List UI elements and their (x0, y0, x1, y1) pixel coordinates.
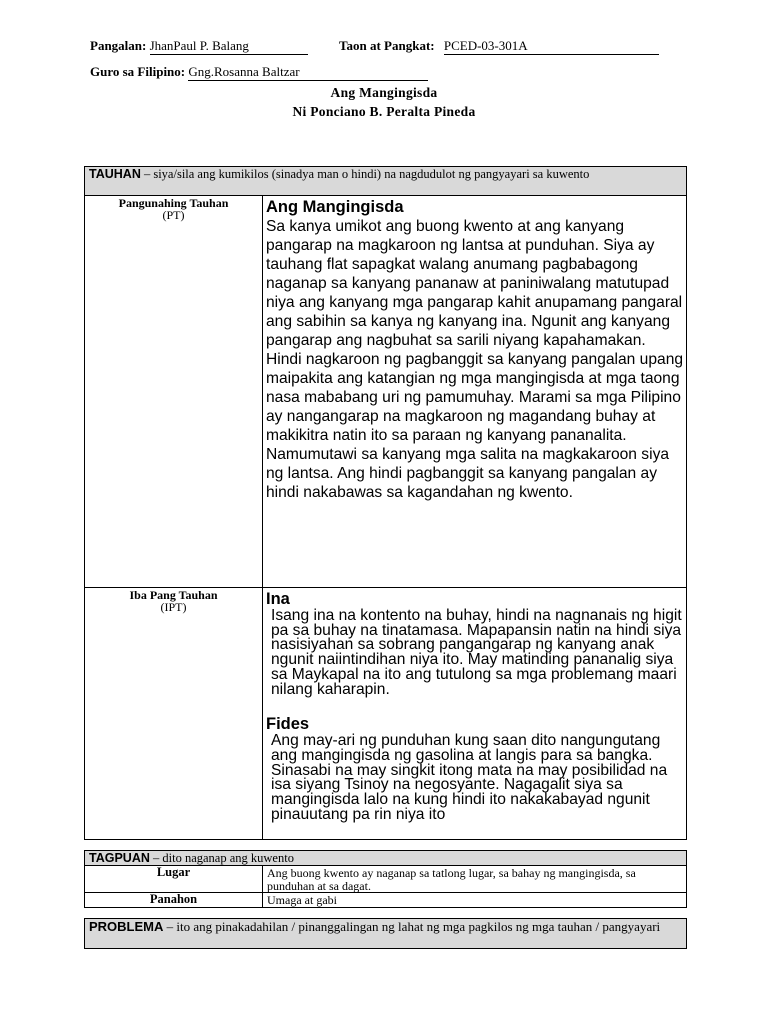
ina-text: Isang ina na kontento na buhay, hindi na nagnanais ng higit pa sa buhay na tinatamasa. Mapapansin natin na hindi siya nasisiyahan sa sobrang pangangarap ng kanyang anak ngunit naiintindihan niya ito. May matinding pananalig siya sa Maykapal na ito ang tutulong sa mga problemang maari nilang kaharapin. (271, 607, 682, 698)
pt-content (263, 196, 687, 588)
tagpuan-header: TAGPUAN – dito naganap ang kuwento (85, 851, 687, 866)
pt-paragraph-1: Sa kanya umikot ang buong kwento at ang kanyang pangarap na magkaroon ng lantsa at punduhan. Siya ay tauhang flat sapagkat walang anumang pagbabagong naganap sa kanyang pananaw at paniniwalang matutupad niya ang kanyang mga pangarap kahit anupamang pangaral ang sabihin sa kanya ng kanyang ina. Ngunit ang kanyang pangarap ang nagbuhat sa sarili niyang kapahamakan. (266, 218, 683, 349)
pangalan-label: Pangalan: (90, 38, 147, 53)
name-line (90, 38, 308, 55)
teacher-line (90, 64, 428, 81)
pangalan-value: JhanPaul P. Balang (150, 38, 308, 55)
ipt-label: Iba Pang Tauhan (129, 588, 218, 602)
ipt-content (263, 588, 687, 840)
pt-label: Pangunahing Tauhan (118, 196, 229, 210)
guro-label: Guro sa Filipino: (90, 64, 186, 79)
fides-name: Fides (266, 715, 310, 734)
pt-paragraph-2: Hindi nagkaroon ng pagbanggit sa kanyang pangalan upang maipakita ang katangian ng mga mangingisda at mga taong nasa mababang uri ng pamumuhay. Marami sa mga Pilipino ay nangangarap na magkaroon ng magandang buhay at makikitra natin ito sa paraan ng kanyang pananalita. Namumutawi sa kanyang mga salita na magkakaroon siya ng lantsa. Ang hindi pagbanggit sa kanyang pangalan ay hindi nakabawas sa kagandahan ng kwento. (266, 351, 684, 501)
panahon-label: Panahon (85, 893, 263, 908)
ina-name: Ina (266, 590, 290, 608)
pt-name: Ang Mangingisda (266, 198, 404, 216)
fides-text: Ang may-ari ng punduhan kung saan dito nangungutang ang mangingisda ng gasolina at langis para sa bangka. Sinasabi na may singkit itong mata na may posibilidad na isa siyang Tsinoy na negosyante. Nagagalit siya sa mangingisda lalo na kung hindi ito nakakabayad ngunit pinauutang pa rin niya ito (271, 732, 668, 823)
story-title: Ang Mangingisda (330, 85, 438, 100)
ipt-label-cell (85, 588, 263, 840)
pt-sub: (PT) (162, 208, 185, 222)
taon-label: Taon at Pangkat: (339, 38, 435, 53)
tauhan-table (84, 166, 687, 840)
ipt-sub: (IPT) (160, 600, 187, 614)
section-line (339, 38, 659, 55)
lugar-label: Lugar (85, 866, 263, 893)
guro-value: Gng.Rosanna Baltzar (188, 64, 428, 81)
panahon-text: Umaga at gabi (263, 893, 687, 908)
problema-header: PROBLEMA – ito ang pinakadahilan / pinanggalingan ng lahat ng mga pagkilos ng mga tauhan / pangyayari (85, 919, 687, 949)
problema-table (84, 918, 687, 949)
lugar-text: Ang buong kwento ay naganap sa tatlong lugar, sa bahay ng mangingisda, sa punduhan at sa dagat. (263, 866, 687, 893)
story-author: Ni Ponciano B. Peralta Pineda (292, 104, 476, 119)
pt-label-cell (85, 196, 263, 588)
tagpuan-table (84, 850, 687, 908)
tauhan-header: TAUHAN – siya/sila ang kumikilos (sinadya man o hindi) na nagdudulot ng pangyayari sa kuwento (85, 167, 687, 196)
taon-value: PCED-03-301A (444, 38, 659, 55)
